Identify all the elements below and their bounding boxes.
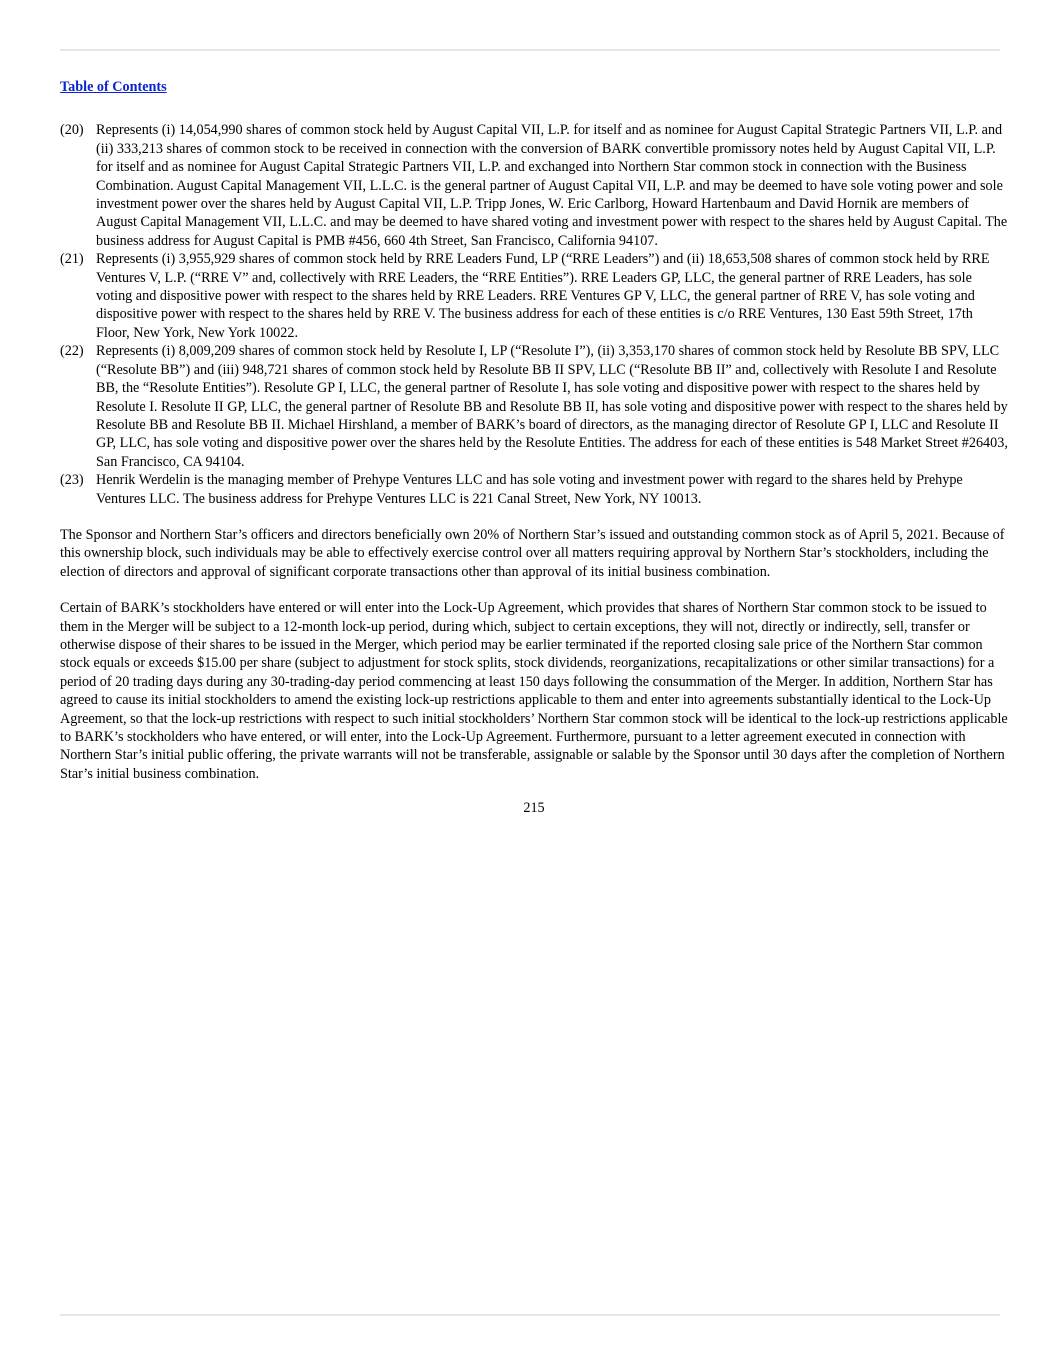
- footnote-20: [60, 121, 1008, 250]
- footnote-text: Represents (i) 8,009,209 shares of common stock held by Resolute I, LP (“Resolute I”), (ii) 3,353,170 shares of common stock held by Resolute BB SPV, LLC (“Resolute BB”) and (iii) 948,721 shares of common stock held by Resolute BB II SPV, LLC (“Resolute BB II” and, collectively with Resolute I and Resolute BB, the “Resolute Entities”). Resolute GP I, LLC, the general partner of Resolute I, has sole voting and dispositive power with respect to the shares held by Resolute I. Resolute II GP, LLC, the general partner of Resolute BB and Resolute BB II, has sole voting and dispositive power with respect to the shares held by Resolute BB and Resolute BB II. Michael Hirshland, a member of BARK’s board of directors, as the managing director of Resolute GP I, LLC and Resolute II GP, LLC, has sole voting and dispositive power over the shares held by the Resolute Entities. The address for each of these entities is 548 Market Street #26403, San Francisco, CA 94104.: [96, 343, 1008, 470]
- top-divider: [60, 49, 1000, 51]
- table-of-contents-link[interactable]: Table of Contents: [60, 79, 167, 95]
- footnote-number: (21): [60, 251, 84, 268]
- paragraph-lock-up: Certain of BARK’s stockholders have entered or will enter into the Lock-Up Agreement, which provides that shares of Northern Star common stock to be issued to them in the Merger will be subject to a 12-month lock-up period, during which, subject to certain exceptions, they will not, directly or indirectly, sell, transfer or otherwise dispose of their shares to be issued in the Merger, which period may be earlier terminated if the reported closing sale price of the Northern Star common stock equals or exceeds $15.00 per share (subject to adjustment for stock splits, stock dividends, reorganizations, recapitalizations or other similar transactions) for a period of 20 trading days during any 30-trading-day period commencing at least 150 days following the consummation of the Merger. In addition, Northern Star has agreed to cause its initial stockholders to amend the existing lock-up restrictions applicable to them and enter into agreements substantially identical to the Lock-Up Agreement, so that the lock-up restrictions with respect to such initial stockholders’ Northern Star common stock will be identical to the lock-up restrictions applicable to BARK’s stockholders who have entered, or will enter, into the Lock-Up Agreement. Furthermore, pursuant to a letter agreement executed in connection with Northern Star’s initial public offering, the private warrants will not be transferable, assignable or salable by the Sponsor until 30 days after the completion of Northern Star’s initial business combination.: [60, 600, 1008, 782]
- footnote-22: [60, 342, 1008, 471]
- footnote-number: (20): [60, 122, 84, 139]
- footnote-number: (22): [60, 343, 84, 360]
- page-content: [60, 78, 1008, 818]
- paragraph-ownership: The Sponsor and Northern Star’s officers and directors beneficially own 20% of Northern Star’s issued and outstanding common stock as of April 5, 2021. Because of this ownership block, such individuals may be able to effectively exercise control over all matters requiring approval by Northern Star’s stockholders, including the election of directors and approval of significant corporate transactions other than approval of its initial business combination.: [60, 526, 1005, 580]
- footnote-21: [60, 250, 1008, 342]
- footnote-text: Represents (i) 14,054,990 shares of common stock held by August Capital VII, L.P. for itself and as nominee for August Capital Strategic Partners VII, L.P. and (ii) 333,213 shares of common stock to be received in connection with the conversion of BARK convertible promissory notes held by August Capital VII, L.P. for itself and as nominee for August Capital Strategic Partners VII, L.P. and exchanged into Northern Star common stock in connection with the Business Combination. August Capital Management VII, L.L.C. is the general partner of August Capital VII, L.P. and may be deemed to have sole voting power and sole investment power over the shares held by August Capital VII, L.P. Tripp Jones, W. Eric Carlborg, Howard Hartenbaum and David Hornik are members of August Capital Management VII, L.L.C. and may be deemed to have shared voting and investment power with respect to the shares held by August Capital. The business address for August Capital is PMB #456, 660 4th Street, San Francisco, California 94107.: [96, 122, 1008, 249]
- bottom-divider: [60, 1314, 1000, 1316]
- footnote-number: (23): [60, 472, 84, 489]
- footnote-23: [60, 471, 1008, 508]
- page-number: 215: [523, 800, 545, 817]
- footnote-list: [60, 121, 1008, 508]
- footnote-text: Henrik Werdelin is the managing member of Prehype Ventures LLC and has sole voting and investment power with regard to the shares held by Prehype Ventures LLC. The business address for Prehype Ventures LLC is 221 Canal Street, New York, NY 10013.: [96, 472, 963, 507]
- footnote-text: Represents (i) 3,955,929 shares of common stock held by RRE Leaders Fund, LP (“RRE Leaders”) and (ii) 18,653,508 shares of common stock held by RRE Ventures V, L.P. (“RRE V” and, collectively with RRE Leaders, the “RRE Entities”). RRE Leaders GP, LLC, the general partner of RRE Leaders, has sole voting and dispositive power with respect to the shares held by RRE Leaders. RRE Ventures GP V, LLC, the general partner of RRE V, has sole voting and dispositive power with respect to the shares held by RRE V. The business address for each of these entities is c/o RRE Ventures, 130 East 59th Street, 17th Floor, New York, New York 10022.: [96, 251, 990, 341]
